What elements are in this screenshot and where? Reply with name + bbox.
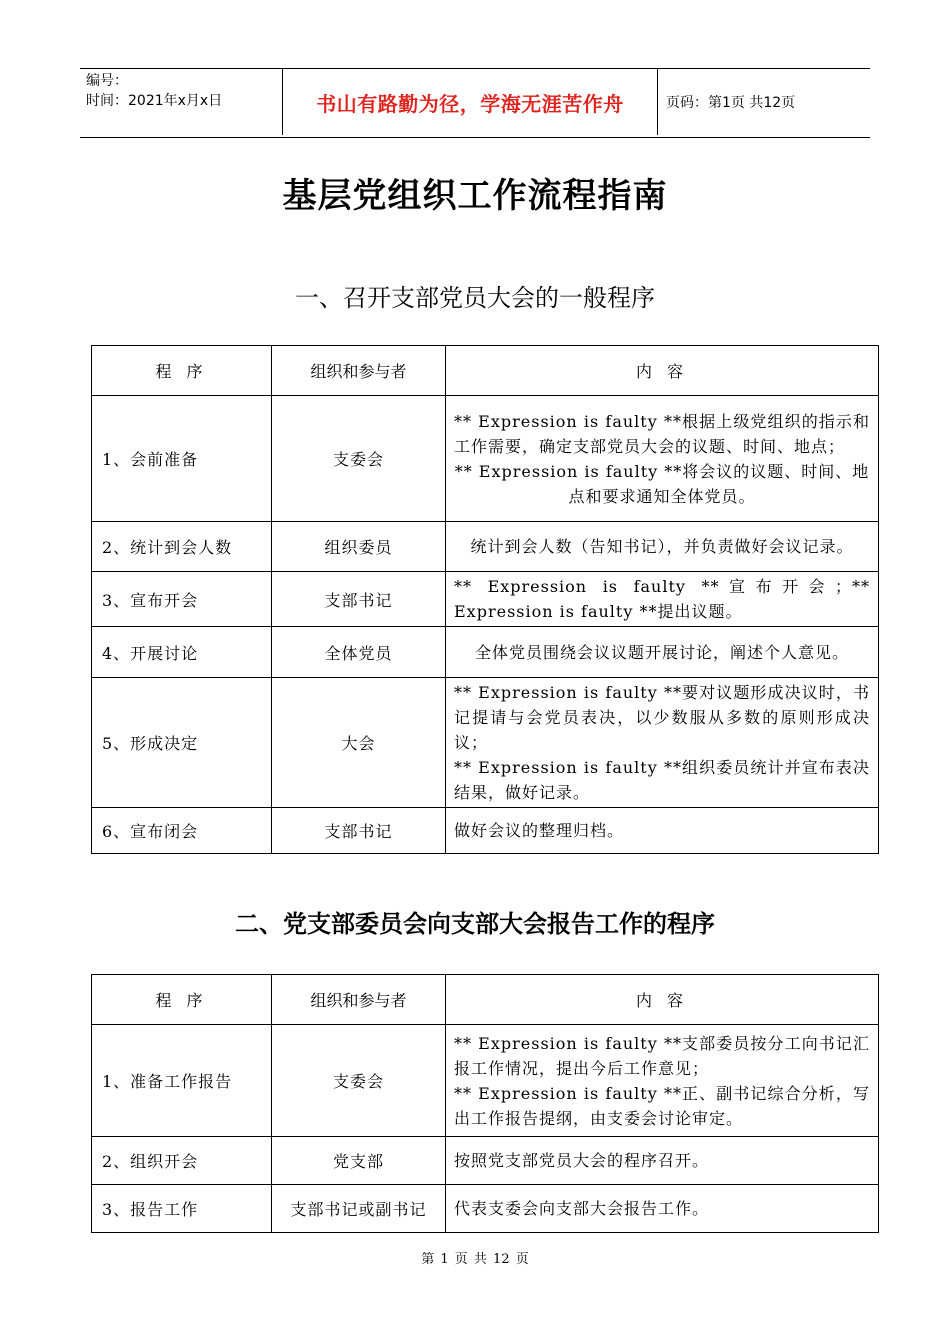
row-org: 支委会: [272, 1025, 446, 1137]
header-code: 编号：: [86, 73, 128, 89]
row-content: [446, 627, 879, 678]
page-header: [80, 68, 870, 138]
column-header-step: 程 序: [92, 975, 272, 1025]
row-org: 支委会: [272, 396, 446, 522]
row-step: 4、开展讨论: [92, 627, 272, 678]
row-content: [446, 572, 879, 627]
column-header-content: 内 容: [446, 975, 879, 1025]
content-line: ** Expression is faulty **组织委员统计并宣布表决结果，做好记录。: [454, 758, 870, 802]
header-page-info: 页码：第1页 共12页: [666, 95, 796, 111]
column-header-content: 内 容: [446, 346, 879, 396]
table-header-row: [92, 346, 879, 396]
row-content: [446, 396, 879, 522]
table-row: [92, 1137, 879, 1185]
row-step: 2、统计到会人数: [92, 522, 272, 572]
row-content: [446, 1025, 879, 1137]
table-header-row: [92, 975, 879, 1025]
table-row: [92, 808, 879, 854]
table-row: [92, 522, 879, 572]
table-row: [92, 572, 879, 627]
row-org: 支部书记: [272, 808, 446, 854]
row-org: 党支部: [272, 1137, 446, 1185]
section2-table: [91, 974, 879, 1233]
row-org: 全体党员: [272, 627, 446, 678]
row-org: 支部书记: [272, 572, 446, 627]
row-step: 3、报告工作: [92, 1185, 272, 1233]
row-content: [446, 808, 879, 854]
table-row: [92, 1185, 879, 1233]
content-line: ** Expression is faulty **宣布开会；** Expression is faulty **提出议题。: [454, 577, 870, 621]
row-step: 3、宣布开会: [92, 572, 272, 627]
header-date: 时间：2021年x月x日: [86, 93, 223, 109]
row-step: 2、组织开会: [92, 1137, 272, 1185]
section1-table: [91, 345, 879, 854]
section2-title: 二、党支部委员会向支部大会报告工作的程序: [235, 910, 715, 938]
page-footer: 第 1 页 共 12 页: [421, 1252, 529, 1267]
content-line: ** Expression is faulty **支部委员按分工向书记汇报工作情况，提出今后工作意见；: [454, 1033, 870, 1078]
row-step: 1、会前准备: [92, 396, 272, 522]
table-row: [92, 1025, 879, 1137]
table-row: [92, 678, 879, 808]
content-line: 做好会议的整理归档。: [454, 821, 625, 840]
row-content: [446, 522, 879, 572]
row-content: [446, 1137, 879, 1185]
row-org: 支部书记或副书记: [272, 1185, 446, 1233]
column-header-org: 组织和参与者: [272, 975, 446, 1025]
content-line: 代表支委会向支部大会报告工作。: [454, 1199, 710, 1218]
content-line: ** Expression is faulty **根据上级党组织的指示和工作需要，确定支部党员大会的议题、时间、地点；: [454, 411, 870, 456]
content-line: ** Expression is faulty **将会议的议题、时间、地点和要求通知全体党员。: [454, 461, 870, 506]
row-org: 大会: [272, 678, 446, 808]
row-step: 6、宣布闭会: [92, 808, 272, 854]
content-line: ** Expression is faulty **正、副书记综合分析，写出工作报告提纲，由支委会讨论审定。: [454, 1083, 870, 1128]
content-line: 按照党支部党员大会的程序召开。: [454, 1151, 710, 1170]
header-motto: 书山有路勤为径，学海无涯苦作舟: [282, 69, 658, 135]
row-content: [446, 1185, 879, 1233]
header-meta: [86, 71, 282, 111]
row-content: [446, 678, 879, 808]
section1-title: 一、召开支部党员大会的一般程序: [295, 284, 655, 312]
content-line: 全体党员围绕会议议题开展讨论，阐述个人意见。: [474, 642, 849, 662]
table-row: [92, 396, 879, 522]
document-title: 基层党组织工作流程指南: [282, 176, 668, 216]
column-header-org: 组织和参与者: [272, 346, 446, 396]
row-org: 组织委员: [272, 522, 446, 572]
row-step: 5、形成决定: [92, 678, 272, 808]
content-line: ** Expression is faulty **要对议题形成决议时，书记提请与会党员表决，以少数服从多数的原则形成决议；: [454, 683, 870, 752]
column-header-step: 程 序: [92, 346, 272, 396]
table-row: [92, 627, 879, 678]
row-step: 1、准备工作报告: [92, 1025, 272, 1137]
content-line: 统计到会人数（告知书记），并负责做好会议记录。: [470, 537, 854, 556]
